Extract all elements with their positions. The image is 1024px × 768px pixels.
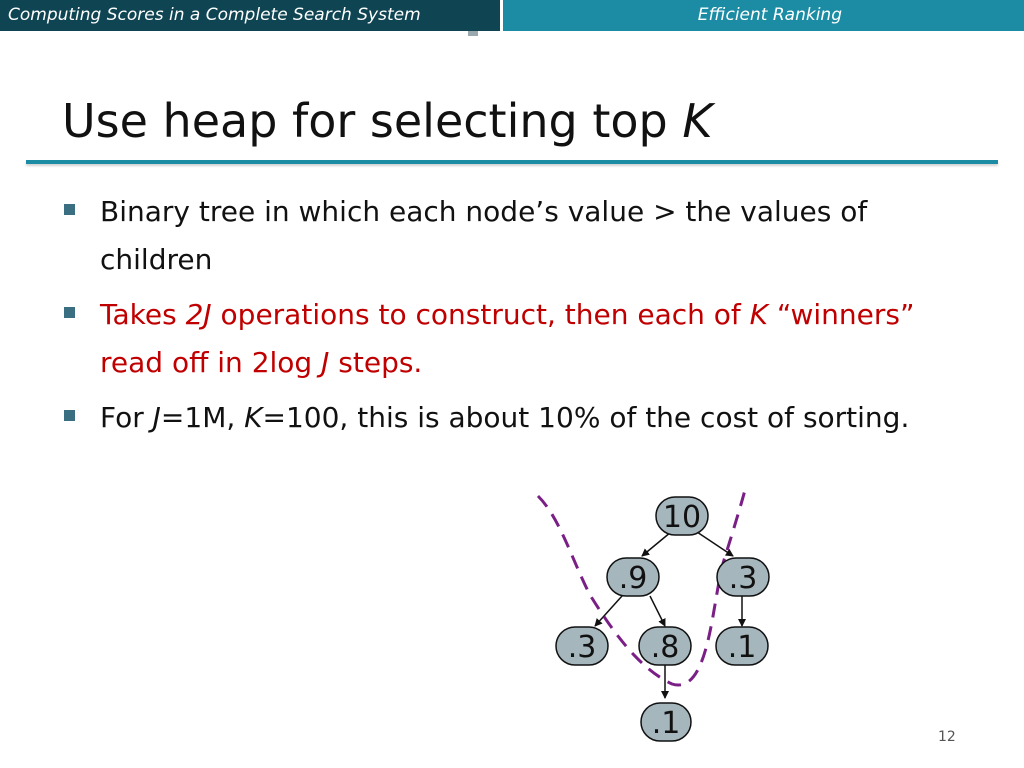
bullet-text: Binary tree in which each node’s value > the values of children <box>100 195 868 276</box>
bullet-list <box>62 188 962 449</box>
heap-node <box>717 558 769 596</box>
bullet-text: For <box>100 401 153 434</box>
node-label: .8 <box>650 630 680 665</box>
node-label: 10 <box>662 500 702 535</box>
header-topic: Efficient Ranking <box>503 0 1024 31</box>
bullet-math: J <box>321 346 330 379</box>
heap-node <box>641 703 691 741</box>
bullet-text: steps. <box>329 346 423 379</box>
heap-edge <box>642 532 671 556</box>
bullet-text: =100, this is about 10% of the cost of sorting. <box>262 401 910 434</box>
slide-title <box>62 89 713 153</box>
bullet-square-icon <box>64 410 75 421</box>
heap-node <box>556 627 608 665</box>
bullet-math: K <box>749 298 769 331</box>
heap-node <box>656 497 708 535</box>
bullet-item <box>62 291 962 387</box>
heap-diagram <box>530 482 780 752</box>
bullet-text: =1M, <box>160 401 245 434</box>
node-label: .9 <box>618 561 648 596</box>
header-bar <box>0 0 1024 32</box>
header-divider <box>468 31 478 36</box>
bullet-square-icon <box>64 307 75 318</box>
bullet-text: operations to construct, then each of <box>211 298 750 331</box>
bullet-math: K <box>244 401 263 434</box>
bullet-square-icon <box>64 204 75 215</box>
node-label: .1 <box>651 706 681 741</box>
node-label: .3 <box>728 561 758 596</box>
node-label: .1 <box>727 630 757 665</box>
bullet-text: “winners” read off in 2log <box>100 298 915 379</box>
bullet-item <box>62 188 962 284</box>
heap-node <box>607 558 659 596</box>
title-text: Use heap for selecting top <box>62 94 683 148</box>
page-number: 12 <box>938 729 956 745</box>
bullet-math: 2J <box>185 298 212 331</box>
title-underline <box>26 160 998 164</box>
title-variable: K <box>682 94 713 148</box>
header-section-title: Computing Scores in a Complete Search System <box>0 0 500 31</box>
node-label: .3 <box>567 630 597 665</box>
heap-node <box>716 627 768 665</box>
heap-node <box>639 627 691 665</box>
bullet-math: J <box>152 401 161 434</box>
bullet-item <box>62 394 962 442</box>
bullet-text: Takes <box>100 298 186 331</box>
heap-edge <box>650 596 665 626</box>
